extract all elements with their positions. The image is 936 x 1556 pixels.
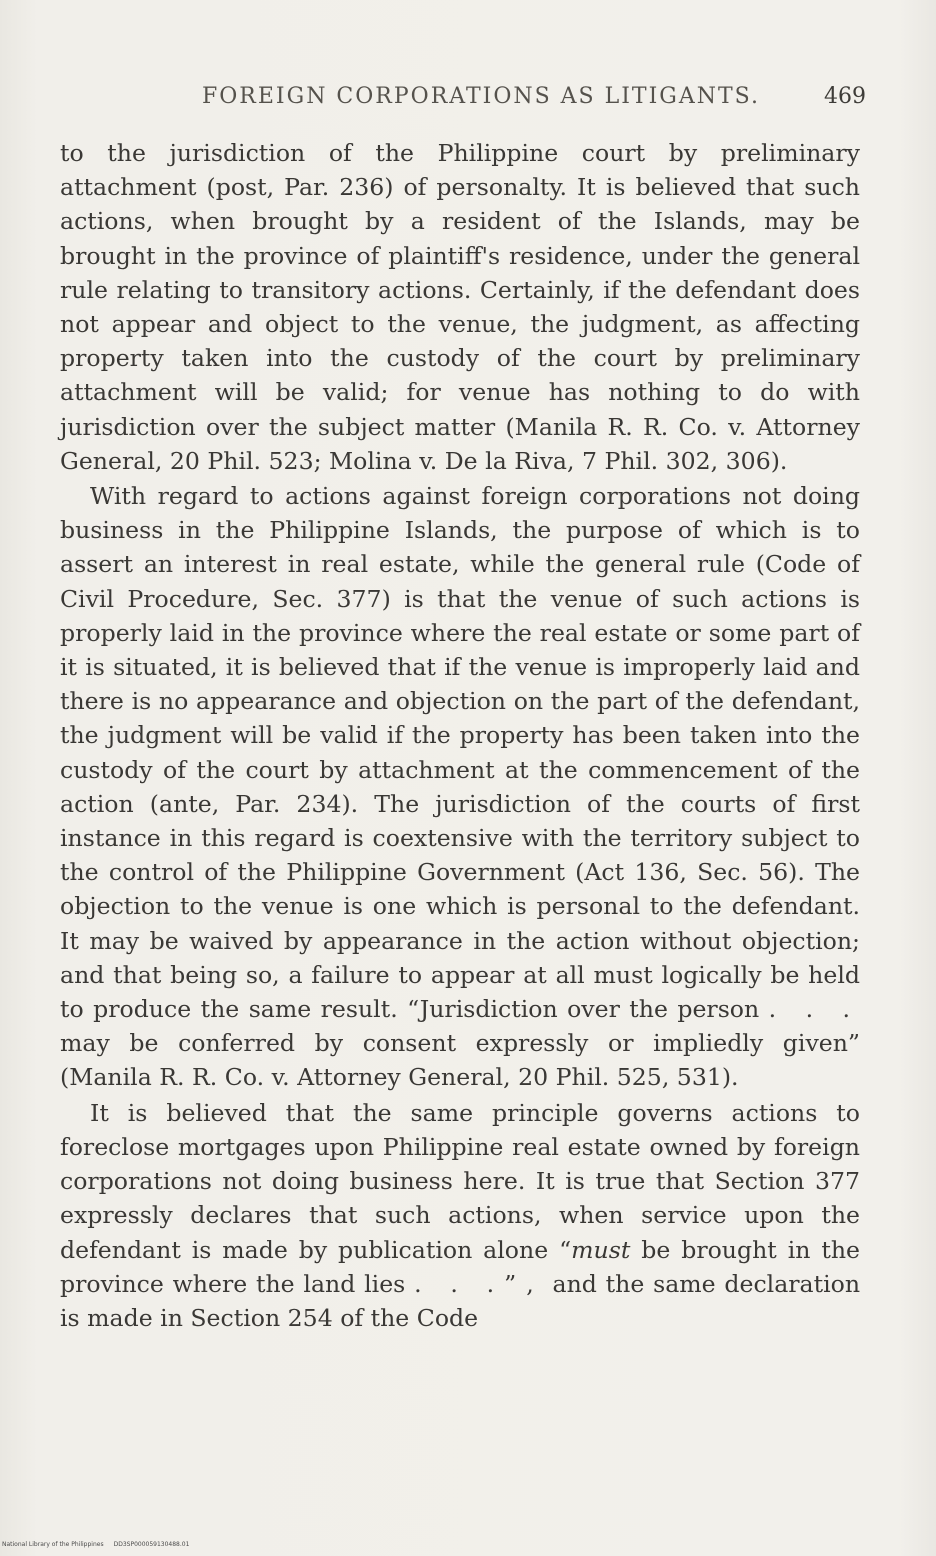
emphasis-must: must xyxy=(571,1235,631,1264)
paragraph-2 xyxy=(60,479,860,1095)
scan-footer xyxy=(2,1541,199,1548)
quote-mark: “ xyxy=(559,1235,572,1264)
paragraph-1-text: to the jurisdiction of the Philippine court by preliminary attachment (post, Par. 236) of personalty. It is believed that such actions, when brought by a resident of the Islands, may be brought in the province of plaintiff's residence, under the general rule relating to transitory actions. Certainly, if the defendant does not appear and object to the venue, the judgment, as affecting property taken into the custody of the court by preliminary attachment will be valid; for venue has nothing to do with jurisdiction over the subject matter (Manila R. R. Co. v. Attorney General, 20 Phil. 523; Molina v. De la Riva, 7 Phil. 302, 306). xyxy=(60,139,860,475)
quotation-open: “Jurisdiction over the person xyxy=(407,995,760,1024)
page-number: 469 xyxy=(824,84,866,109)
body-text xyxy=(60,136,860,1335)
paragraph-2-text: With regard to actions against foreign corporations not doing business in the Philippine Islands, the purpose of which is to assert an interest in real estate, while the general rule (Code of Civil Procedure, Sec. 377) is that the venue of such actions is properly laid in the province where the real estate or some part of it is situated, it is believed that if the venue is improperly laid and there is no appearance and objection on the part of the defendant, the judgment will be valid if the property has been taken into the custody of the court by attachment at the commencement of the action (ante, Par. 234). The jurisdiction of the courts of first instance in this regard is coextensive with the territory subject to the control of the Philippine Government (Act 136, Sec. 56). The objection to the venue is one which is personal to the defendant. It may be waived by appearance in the action without objection; and that being so, a failure to appear at all must logically be held to produce the same result. xyxy=(60,482,860,1024)
quotation-close: may be conferred by consent expressly or impliedly given” (Manila R. R. Co. v. Attorney General, 20 Phil. 525, 531). xyxy=(60,1029,860,1092)
quoted-text: be brought in the province where the land lies xyxy=(60,1235,860,1298)
footer-identifier: DD3SP000059130488.01 xyxy=(113,1541,190,1548)
quoted-ellipsis: . . .”, xyxy=(414,1269,544,1298)
quotation-ellipsis: . . . xyxy=(768,995,861,1024)
footer-library: National Library of the Philippines xyxy=(2,1541,104,1548)
page-header xyxy=(60,84,866,118)
paragraph-3-text: It is believed that the same principle governs actions to foreclose mortgages upon Philippine real estate owned by foreign corporations not doing business here. It is true that Section 377 expressly declares that such actions, when service upon the defendant is made by publication alone xyxy=(60,1098,860,1264)
running-head: FOREIGN CORPORATIONS AS LITIGANTS. xyxy=(202,84,760,109)
paragraph-3-tail: and the same declaration is made in Section 254 of the Code xyxy=(60,1269,861,1332)
paragraph-3 xyxy=(60,1096,860,1335)
paragraph-1 xyxy=(60,136,860,478)
